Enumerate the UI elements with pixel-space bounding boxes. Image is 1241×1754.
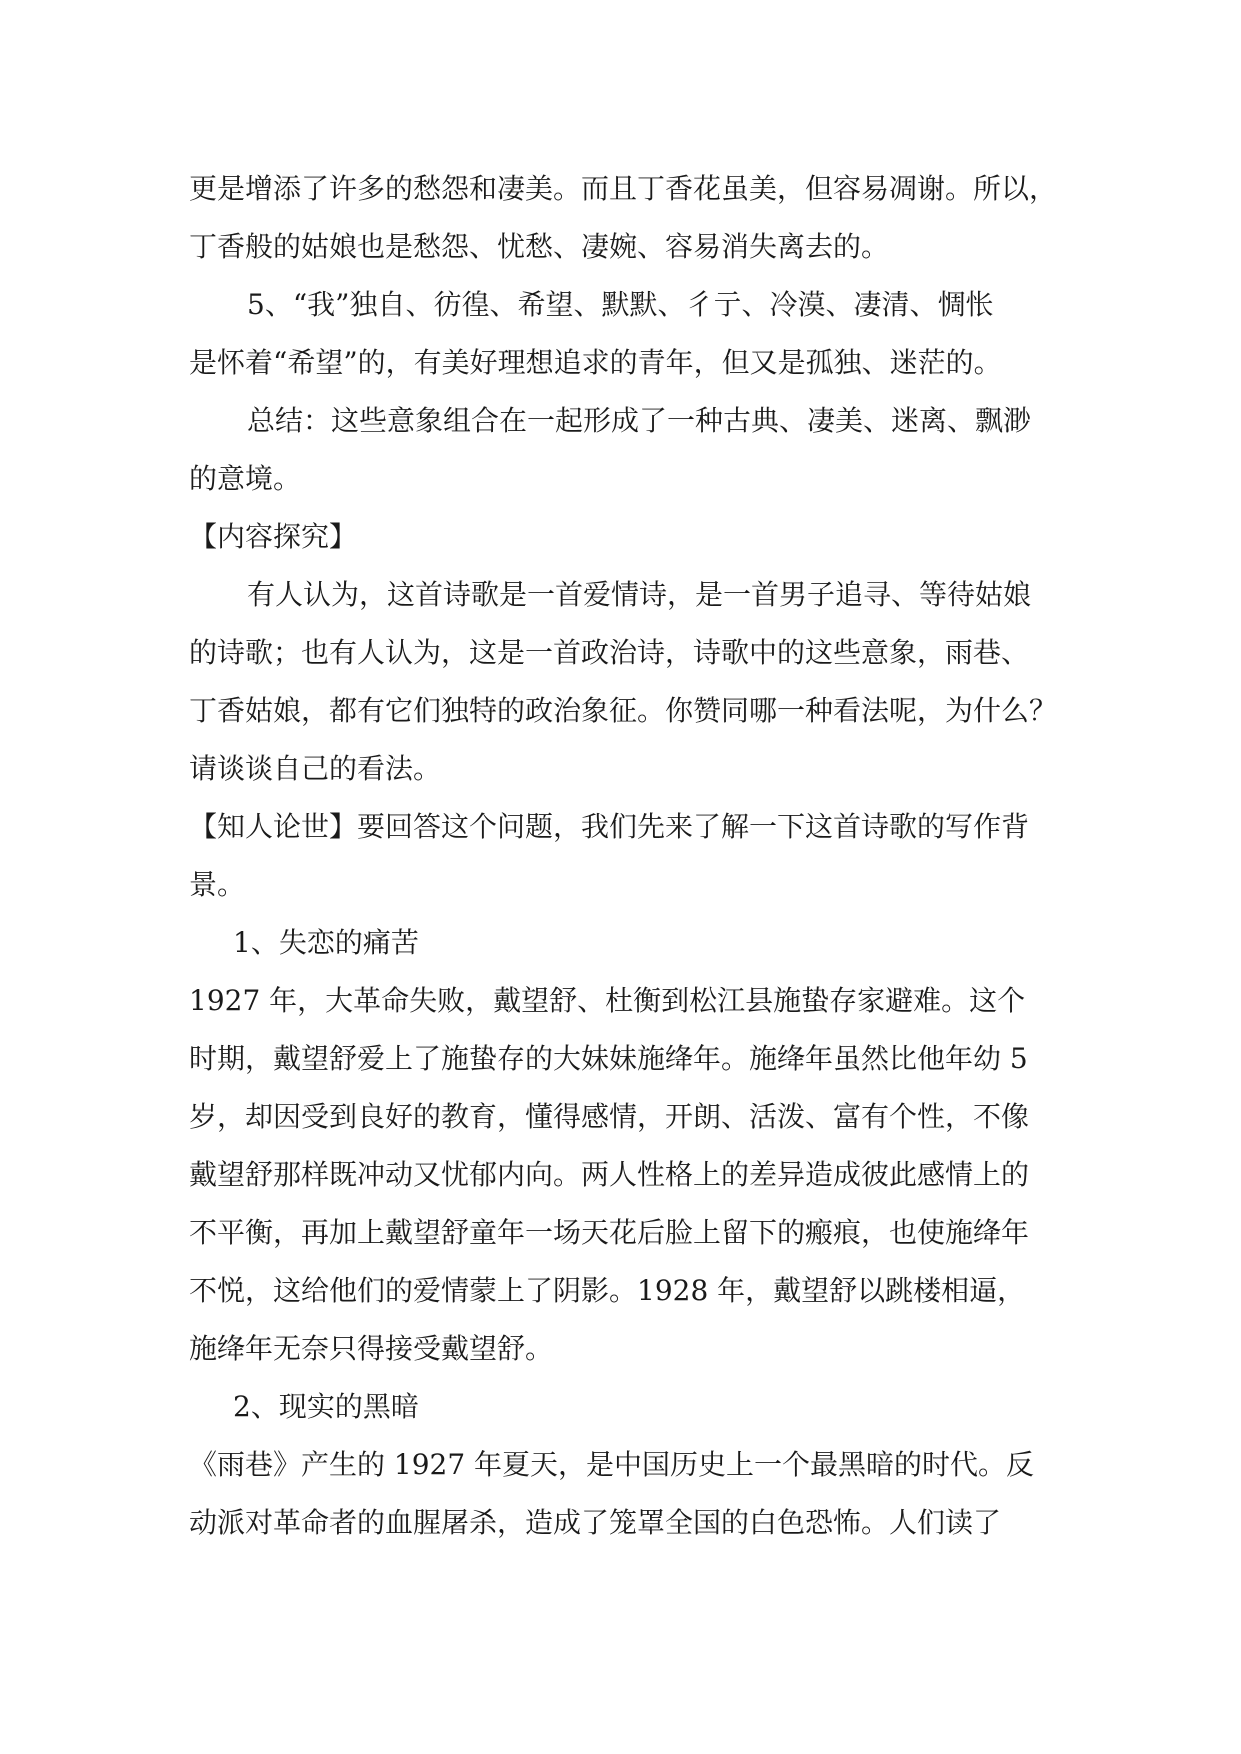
text-line: 戴望舒那样既冲动又忧郁内向。两人性格上的差异造成彼此感情上的 [189,1158,1030,1191]
text-line: 更是增添了许多的愁怨和凄美。而且丁香花虽美，但容易凋谢。所以， [189,172,1058,205]
text-line: 的意境。 [189,462,302,495]
text-line: 施绛年无奈只得接受戴望舒。 [189,1332,554,1365]
text-line: 1927 年，大革命失败，戴望舒、杜衡到松江县施蛰存家避难。这个 [189,984,1026,1017]
subheading-darkness: 2、现实的黑暗 [233,1390,419,1423]
text-line: 丁香姑娘，都有它们独特的政治象征。你赞同哪一种看法呢，为什么？ [189,694,1058,727]
section-heading-background: 【知人论世】要回答这个问题，我们先来了解一下这首诗歌的写作背 [189,810,1030,843]
text-line: 时期，戴望舒爱上了施蛰存的大妹妹施绛年。施绛年虽然比他年幼 5 [189,1042,1028,1075]
paragraph-start: 有人认为，这首诗歌是一首爱情诗，是一首男子追寻、等待姑娘 [247,578,1032,611]
section-heading-content-inquiry: 【内容探究】 [189,520,358,553]
text-line: 岁，却因受到良好的教育，懂得感情，开朗、活泼、富有个性，不像 [189,1100,1030,1133]
list-item-5: 5、“我”独自、彷徨、希望、默默、彳亍、冷漠、凄清、惆怅 [247,288,994,321]
subheading-heartbreak: 1、失恋的痛苦 [233,926,419,959]
text-line: 《雨巷》产生的 1927 年夏天，是中国历史上一个最黑暗的时代。反 [189,1448,1035,1481]
text-line: 动派对革命者的血腥屠杀，造成了笼罩全国的白色恐怖。人们读了 [189,1506,1002,1539]
text-line: 请谈谈自己的看法。 [189,752,442,785]
summary-line: 总结：这些意象组合在一起形成了一种古典、凄美、迷离、飘渺 [247,404,1032,437]
text-line: 的诗歌；也有人认为，这是一首政治诗，诗歌中的这些意象，雨巷、 [189,636,1030,669]
text-line: 不悦，这给他们的爱情蒙上了阴影。1928 年，戴望舒以跳楼相逼， [189,1274,1026,1307]
text-line: 是怀着“希望”的，有美好理想追求的青年，但又是孤独、迷茫的。 [189,346,1002,379]
body-text [189,160,1059,1552]
text-line: 不平衡，再加上戴望舒童年一场天花后脸上留下的瘢痕，也使施绛年 [189,1216,1030,1249]
text-line: 景。 [189,868,246,901]
text-line: 丁香般的姑娘也是愁怨、忧愁、凄婉、容易消失离去的。 [189,230,890,263]
